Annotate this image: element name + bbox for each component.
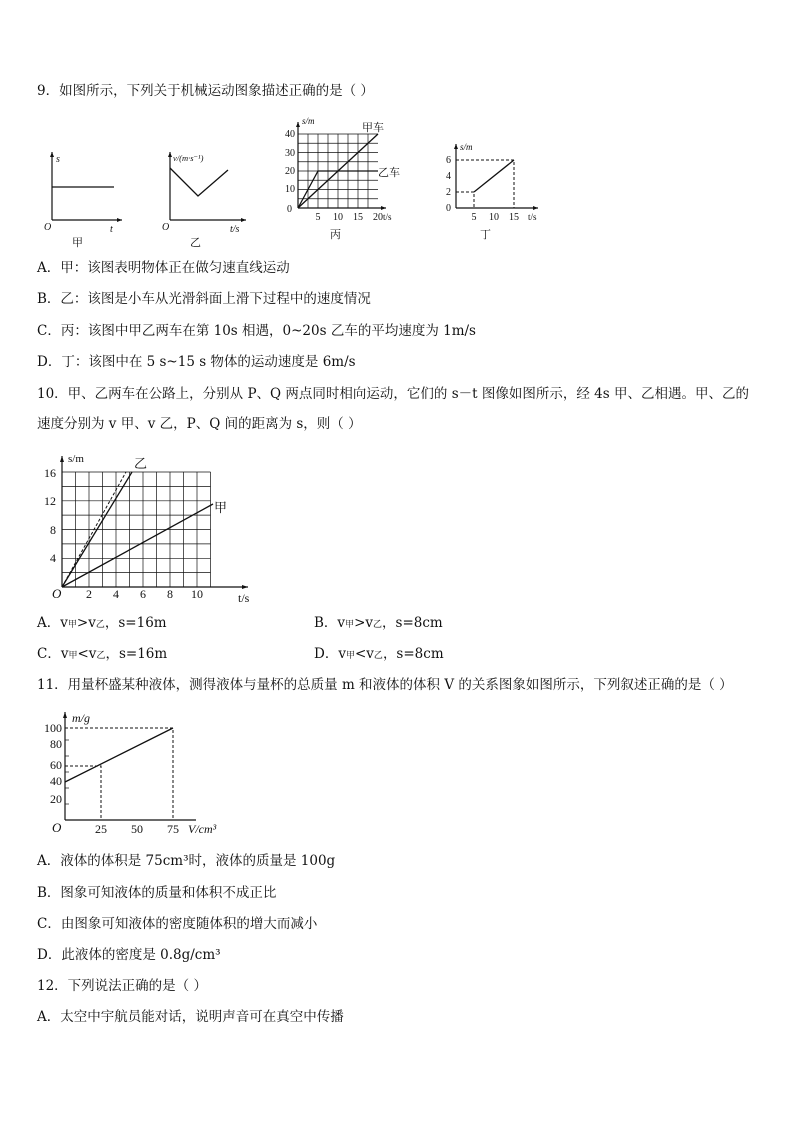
ytick: 30 xyxy=(285,148,295,159)
ytick: 16 xyxy=(44,466,56,480)
ytick: 12 xyxy=(44,494,56,508)
grid xyxy=(62,472,211,587)
q11-option-a: A．液体的体积是 75cm³时，液体的质量是 100g xyxy=(37,853,336,869)
xlabel: V/cm³ xyxy=(188,822,217,836)
ylabel: s/m xyxy=(302,116,315,126)
caption: 丙 xyxy=(330,229,341,241)
q11-option-c: C．由图象可知液体的密度随体积的增大而减小 xyxy=(37,916,318,932)
xtick: 20 xyxy=(373,212,383,223)
origin: 0 xyxy=(446,203,451,214)
ytick: 20 xyxy=(285,166,295,177)
q11-stem: 11．用量杯盛某种液体，测得液体与量杯的总质量 m 和液体的体积 V 的关系图象如图所示，下列叙述正确的是（ ） xyxy=(37,677,733,693)
xtick: 4 xyxy=(113,587,119,601)
ytick: 4 xyxy=(446,171,451,182)
caption: 甲 xyxy=(72,237,83,248)
ytick: 20 xyxy=(50,792,62,806)
q9-option-c: C．丙：该图中甲乙两车在第 10s 相遇，0~20s 乙车的平均速度为 1m/s xyxy=(37,323,476,339)
xlabel: t/s xyxy=(528,212,537,222)
q10-stem-line1: 10．甲、乙两车在公路上，分别从 P、Q 两点同时相向运动，它们的 s－t 图像如图所示，经 4s 甲、乙相遇。甲、乙的 xyxy=(37,386,749,402)
ylabel: s xyxy=(56,154,60,165)
xlabel: t xyxy=(110,224,113,235)
xtick: 5 xyxy=(471,212,477,223)
ylabel: s/m xyxy=(460,142,473,152)
origin: O xyxy=(52,586,62,601)
xtick: 10 xyxy=(489,212,499,223)
ylabel: s/m xyxy=(68,453,84,465)
q10-fig xyxy=(34,448,264,608)
origin: 0 xyxy=(287,204,292,215)
ylabel: v/(m·s⁻¹) xyxy=(173,153,204,163)
xtick: 6 xyxy=(140,587,146,601)
v-curve xyxy=(170,168,228,196)
ytick: 40 xyxy=(50,774,62,788)
xtick: 8 xyxy=(167,587,173,601)
q11-fig xyxy=(44,706,244,838)
xtick: 2 xyxy=(86,587,92,601)
ytick: 4 xyxy=(50,551,56,565)
xtick: 5 xyxy=(315,212,321,223)
ytick: 60 xyxy=(50,758,62,772)
ytick: 100 xyxy=(44,721,62,735)
q10-option-d: D．v甲<v乙，s=8cm xyxy=(314,646,444,662)
q10-option-c: C．v甲<v乙，s=16m xyxy=(37,646,168,662)
label-yi: 乙车 xyxy=(378,167,400,179)
ytick: 8 xyxy=(50,523,56,537)
q11-option-d: D．此液体的密度是 0.8g/cm³ xyxy=(37,947,221,963)
label-jia: 甲 xyxy=(214,500,228,515)
xtick: 10 xyxy=(191,587,203,601)
ylabel: m/g xyxy=(72,711,90,725)
origin: O xyxy=(44,222,52,233)
q9-option-d: D．丁：该图中在 5 s~15 s 物体的运动速度是 6m/s xyxy=(37,354,356,370)
xtick: 15 xyxy=(353,212,363,223)
origin: O xyxy=(52,820,62,835)
q12-option-a: A．太空中宇航员能对话，说明声音可在真空中传播 xyxy=(37,1009,344,1025)
xtick: 25 xyxy=(95,822,107,836)
xlabel: t/s xyxy=(230,224,240,235)
ytick: 6 xyxy=(446,155,451,166)
q12-stem: 12．下列说法正确的是（ ） xyxy=(37,978,207,994)
line-segment xyxy=(474,160,514,192)
caption: 丁 xyxy=(480,229,491,241)
q9-fig-jia xyxy=(40,148,125,248)
caption: 乙 xyxy=(190,237,201,248)
xtick: 75 xyxy=(167,822,179,836)
xtick: 50 xyxy=(131,822,143,836)
q9-stem: 9．如图所示，下列关于机械运动图象描述正确的是（ ） xyxy=(37,83,374,99)
mass-volume-line xyxy=(65,728,173,782)
ytick: 2 xyxy=(446,187,451,198)
xlabel: t/s xyxy=(238,591,250,605)
label-jia: 甲车 xyxy=(362,122,384,134)
q10-option-a: A．v甲>v乙，s=16m xyxy=(37,615,167,631)
xtick: 15 xyxy=(509,212,519,223)
ytick: 40 xyxy=(285,129,295,140)
origin: O xyxy=(162,222,170,233)
q9-fig-bing xyxy=(278,114,418,242)
label-yi: 乙 xyxy=(134,456,148,471)
xtick: 10 xyxy=(333,212,343,223)
ytick: 80 xyxy=(50,737,62,751)
q9-fig-ding xyxy=(442,140,552,244)
q11-option-b: B．图象可知液体的质量和体积不成正比 xyxy=(37,885,277,901)
xlabel: t/s xyxy=(383,212,392,222)
q10-option-b: B．v甲>v乙，s=8cm xyxy=(314,615,443,631)
ytick: 10 xyxy=(285,184,295,195)
guide-2 xyxy=(456,192,474,208)
q9-option-a: A．甲：该图表明物体正在做匀速直线运动 xyxy=(37,260,290,276)
guide-25 xyxy=(65,766,101,820)
q9-option-b: B．乙：该图是小车从光滑斜面上滑下过程中的速度情况 xyxy=(37,291,371,307)
q9-fig-yi xyxy=(158,148,253,248)
q10-stem-line2: 速度分别为 v 甲、v 乙，P、Q 间的距离为 s，则（ ） xyxy=(37,416,362,432)
